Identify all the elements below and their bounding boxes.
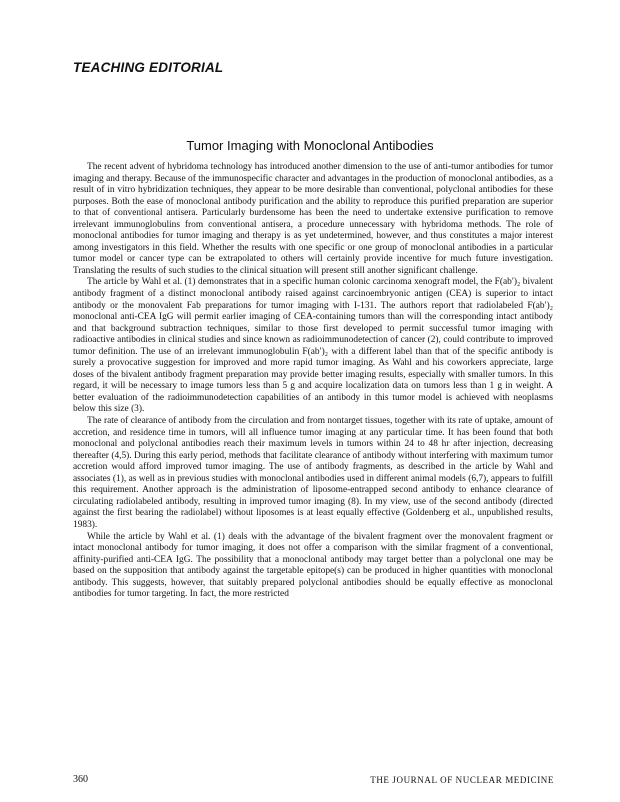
article-title: Tumor Imaging with Monoclonal Antibodies bbox=[186, 138, 434, 153]
paragraph: The recent advent of hybridoma technology has introduced another dimension to the use of anti-tumor antibodies for tumor imaging and therapy. Because of the immunospecific character and advantages in the production of monoclonal antibodies, as a result of in vitro hybridization techniques, they appear to be more desirable than conventional, polyclonal antibodies for these purposes. Both the ease of monoclonal antibody purification and the ability to reproduce this purified preparation are superior to that of conventional antisera. Particularly burdensome has been the need to undertake extensive purification to remove irrelevant immunoglobulins from conventional antisera, a procedure unnecessary with hybridoma methods. The role of monoclonal antibodies for tumor imaging and therapy is as yet undetermined, however, and thus constitutes a major interest among investigators in this field. Whether the results with one specific or one group of monoclonal antibodies in a particular tumor model or cancer type can be extrapolated to others will certainly provide incentive for much future investigation. Translating the results of such studies to the clinical situation will present still another significant challenge. bbox=[73, 162, 553, 276]
journal-name: THE JOURNAL OF NUCLEAR MEDICINE bbox=[370, 775, 554, 785]
page-number: 360 bbox=[73, 774, 88, 785]
paragraph: While the article by Wahl et al. (1) deals with the advantage of the bivalent fragment over the monovalent fragment or intact monoclonal antibody for tumor imaging, it does not offer a comparison with the similar fragment of a conventional, affinity-purified anti-CEA IgG. The possibility that a monoclonal antibody may target better than a polyclonal one may be based on the supposition that antibody against the targetable epitope(s) can be produced in higher quantities with monoclonal antibody. This suggests, however, that suitably prepared polyclonal antibodies should be equally effective as monoclonal antibodies for tumor targeting. In fact, the more restricted bbox=[73, 531, 553, 600]
article-body bbox=[73, 162, 553, 601]
paragraph: The article by Wahl et al. (1) demonstrates that in a specific human colonic carcinoma xenograft model, the F(ab′)₂ bivalent antibody fragment of a distinct monoclonal antibody raised against carcinoembryonic antigen (CEA) is superior to intact antibody or the monovalent Fab preparations for tumor imaging with I-131. The authors report that radiolabeled F(ab′)₂ monoclonal anti-CEA IgG will permit earlier imaging of CEA-containing tumors than will the corresponding intact antibody and that background subtraction techniques, similar to those first developed to permit successful tumor imaging with radioactive antibodies in clinical studies and since known as radioimmunodetection of cancer (2), could contribute to improved tumor definition. The use of an irrelevant immunoglobulin F(ab′)₂ with a different label than that of the specific antibody is surely a provocative suggestion for improved and more rapid tumor imaging. As Wahl and his coworkers appreciate, large doses of the bivalent antibody fragment preparation may provide better imaging results, especially with smaller tumors. In this regard, it will be necessary to image tumors less than 5 g and acquire localization data on tumors less than 1 g in weight. A better evaluation of the radioimmunodetection capabilities of an antibody in this tumor model is achieved with neoplasms below this size (3). bbox=[73, 277, 553, 415]
section-label: TEACHING EDITORIAL bbox=[73, 60, 224, 75]
paragraph: The rate of clearance of antibody from the circulation and from nontarget tissues, together with its rate of uptake, amount of accretion, and residence time in tumors, will all influence tumor imaging at any particular time. It has been found that both monoclonal and polyclonal antibodies reach their maximum levels in tumors within 24 to 48 hr after injection, decreasing thereafter (4,5). During this early period, methods that facilitate clearance of antibody without interfering with maximum tumor accretion would afford improved tumor imaging. The use of antibody fragments, as described in the article by Wahl and associates (1), as well as in previous studies with monoclonal antibodies used in different animal models (6,7), appears to fulfill this requirement. Another approach is the administration of liposome-entrapped second antibody to enhance clearance of circulating radiolabeled antibody, resulting in improved tumor imaging (8). In my view, use of the second antibody (directed against the first bearing the radiolabel) without liposomes is at least equally effective (Goldenberg et al., unpublished results, 1983). bbox=[73, 416, 553, 530]
